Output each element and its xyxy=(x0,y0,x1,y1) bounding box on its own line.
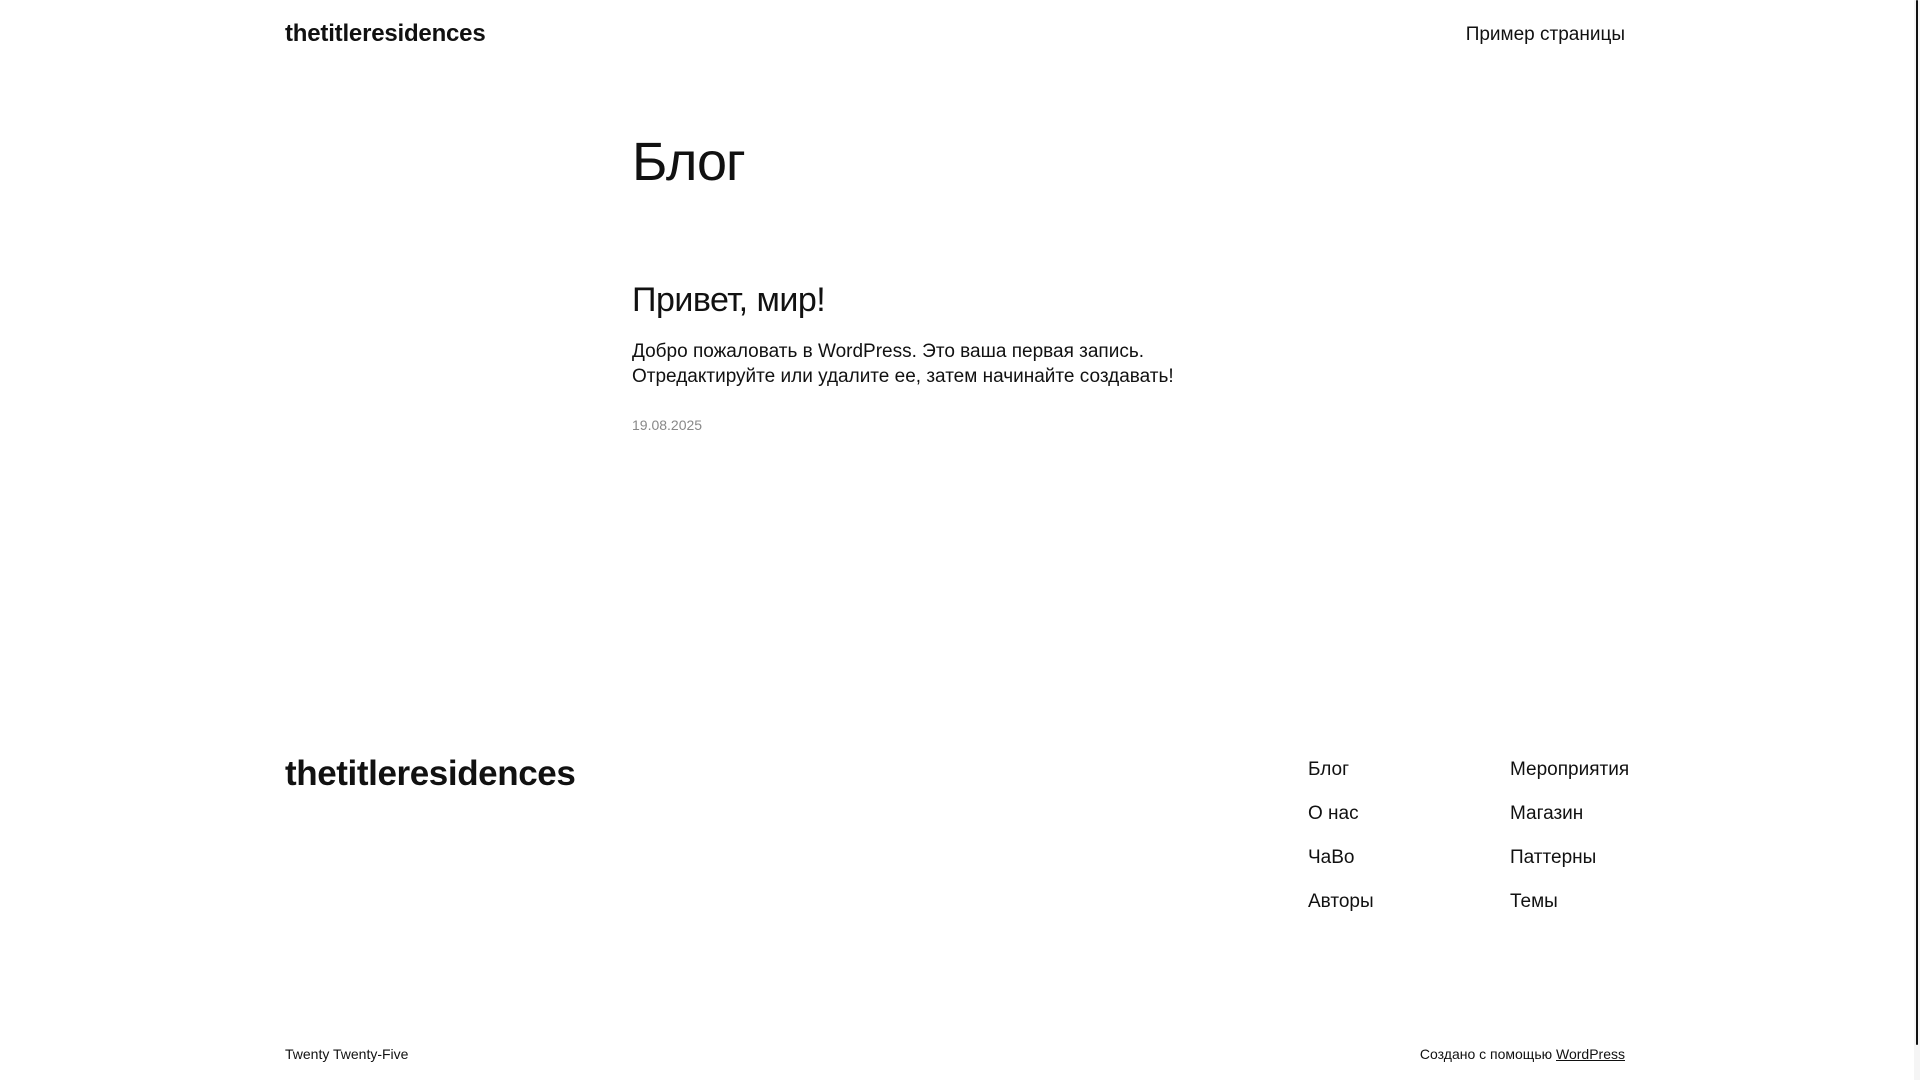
footer-site-title[interactable]: thetitleresidences xyxy=(285,754,576,793)
page-title: Блог xyxy=(632,132,745,192)
footer-nav-authors[interactable]: Авторы xyxy=(1308,891,1374,912)
footer-theme-name: Twenty Twenty-Five xyxy=(285,1046,409,1062)
scrollbar[interactable] xyxy=(1914,0,1920,1080)
post-item xyxy=(632,280,1272,433)
footer-nav-column-1 xyxy=(1308,758,1374,914)
footer-nav-about[interactable]: О нас xyxy=(1308,803,1359,824)
wordpress-link[interactable]: WordPress xyxy=(1556,1046,1625,1062)
footer-nav-events[interactable]: Мероприятия xyxy=(1510,759,1630,780)
footer-nav-shop[interactable]: Магазин xyxy=(1510,803,1584,824)
post-title-link[interactable]: Привет, мир! xyxy=(632,281,826,319)
footer-nav-faq[interactable]: ЧаВо xyxy=(1308,847,1355,868)
site-title-link[interactable]: thetitleresidences xyxy=(285,20,486,47)
footer-credit xyxy=(1420,1046,1625,1062)
footer-nav-themes[interactable]: Темы xyxy=(1510,891,1558,912)
footer-nav-column-2 xyxy=(1510,758,1629,914)
footer-nav-patterns[interactable]: Паттерны xyxy=(1510,847,1597,868)
scrollbar-thumb[interactable] xyxy=(1916,0,1918,1045)
post-excerpt: Добро пожаловать в WordPress. Это ваша первая запись. Отредактируйте или удалите ее, затем начинайте создавать! xyxy=(632,340,1174,387)
footer-credit-text: Создано с помощью xyxy=(1419,1046,1553,1062)
nav-item-sample-page[interactable]: Пример страницы xyxy=(1465,24,1625,45)
post-date[interactable]: 19.08.2025 xyxy=(632,416,703,433)
footer-nav-blog[interactable]: Блог xyxy=(1308,759,1350,780)
